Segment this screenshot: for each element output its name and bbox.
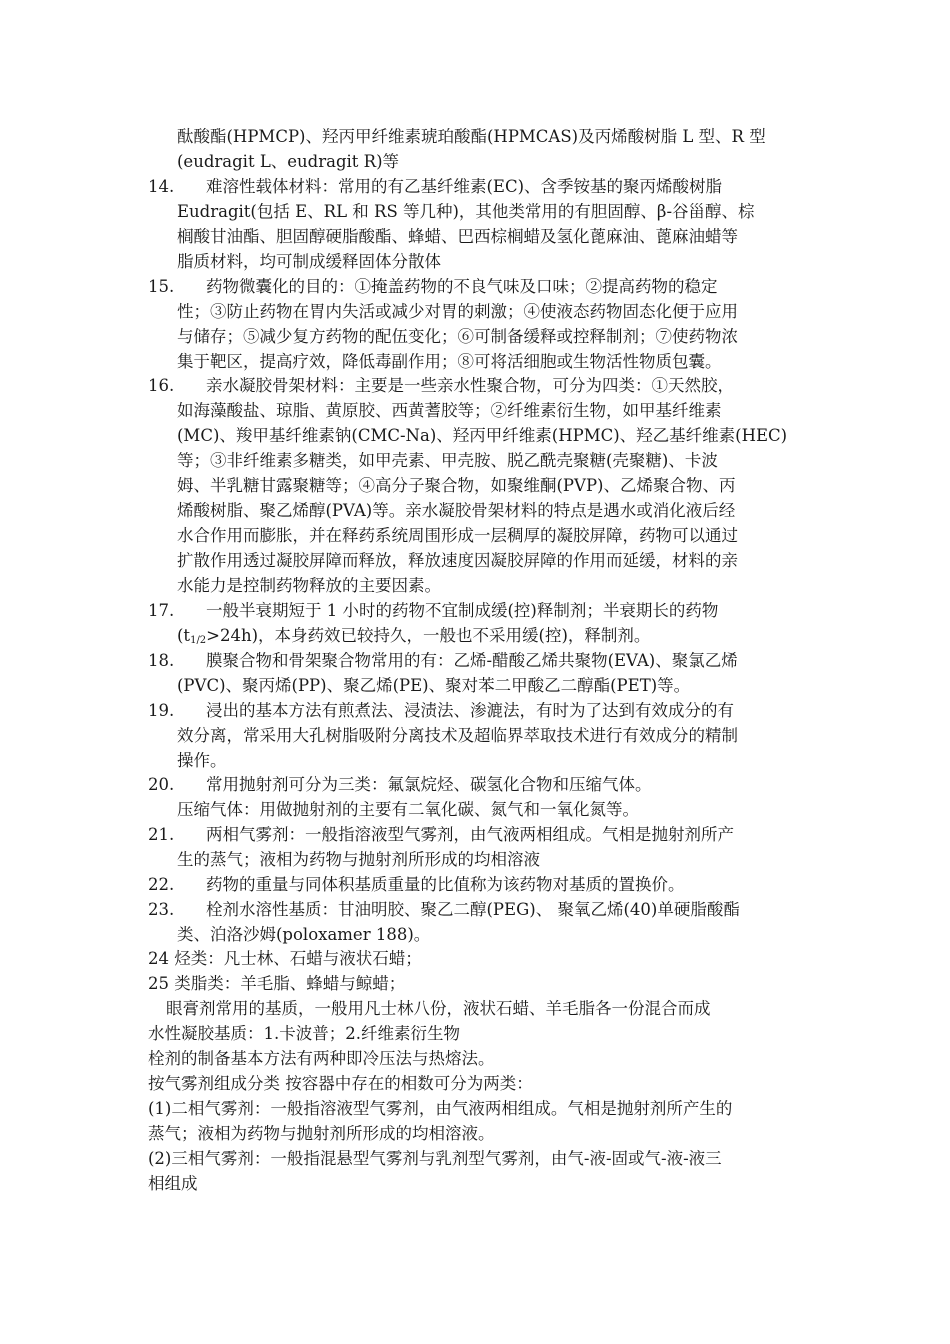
text-line: 等；③非纤维素多糖类，如甲壳素、甲壳胺、脱乙酰壳聚糖(壳聚糖)、卡波 (177, 451, 718, 470)
text-line: 相组成 (148, 1174, 198, 1193)
list-item-21 (148, 822, 838, 872)
text-line: 药物微囊化的目的：①掩盖药物的不良气味及口味；②提高药物的稳定 (206, 277, 718, 296)
list-item-20 (148, 772, 838, 822)
text-line: 集于靶区，提高疗效，降低毒副作用；⑧可将活细胞或生物活性物质包囊。 (177, 352, 722, 371)
text-line: 一般半衰期短于 1 小时的药物不宜制成缓(控)释制剂；半衰期长的药物 (206, 601, 719, 620)
text-line: 药物的重量与同体积基质重量的比值称为该药物对基质的置换价。 (206, 875, 685, 894)
item-number: 21. (148, 825, 175, 844)
text-line: 蒸气；液相为药物与抛射剂所形成的均相溶液。 (148, 1124, 495, 1143)
list-item-16 (148, 373, 838, 598)
list-item-14 (148, 174, 838, 274)
item-number: 15. (148, 277, 175, 296)
subscript: 1/2 (190, 635, 207, 646)
text-line: 与储存；⑤减少复方药物的配伍变化；⑥可制备缓释或控释制剂；⑦使药物浓 (177, 327, 738, 346)
list-item-17 (148, 598, 838, 648)
text-line: (eudragit L、eudragit R)等 (177, 152, 400, 171)
list-item-23 (148, 897, 838, 947)
text-line: 膜聚合物和骨架聚合物常用的有：乙烯-醋酸乙烯共聚物(EVA)、聚氯乙烯 (206, 651, 738, 670)
text-line: (2)三相气雾剂：一般指混悬型气雾剂与乳剂型气雾剂，由气-液-固或气-液-液三 (148, 1149, 722, 1168)
text-line: 榈酸甘油酯、胆固醇硬脂酸酯、蜂蜡、巴西棕榈蜡及氢化蓖麻油、蓖麻油蜡等 (177, 227, 738, 246)
text-line: 烯酸树脂、聚乙烯醇(PVA)等。亲水凝胶骨架材料的特点是遇水或消化液后经 (177, 501, 736, 520)
item-number: 20. (148, 775, 175, 794)
text-line: 难溶性载体材料：常用的有乙基纤维素(EC)、含季铵基的聚丙烯酸树脂 (206, 177, 723, 196)
text-line: 两相气雾剂：一般指溶液型气雾剂，由气液两相组成。气相是抛射剂所产 (206, 825, 734, 844)
text-line: 脂质材料，均可制成缓释固体分散体 (177, 252, 441, 271)
text-line: 生的蒸气；液相为药物与抛射剂所形成的均相溶液 (177, 850, 540, 869)
text-line: 25 类脂类：羊毛脂、蜂蜡与鲸蜡； (148, 974, 406, 993)
text-line: 压缩气体：用做抛射剂的主要有二氧化碳、氮气和一氧化氮等。 (177, 800, 639, 819)
text-fragment: >24h)，本身药效已较持久，一般也不采用缓(控)，释制剂。 (206, 626, 651, 645)
list-item-15 (148, 274, 838, 374)
continuation-paragraph (177, 124, 837, 174)
item-number: 14. (148, 177, 175, 196)
item-number: 23. (148, 900, 175, 919)
list-item-18 (148, 648, 838, 698)
list-item-19 (148, 698, 838, 773)
text-line: 眼膏剂常用的基质，一般用凡士林八份，液状石蜡、羊毛脂各一份混合而成 (166, 999, 711, 1018)
text-line: 如海藻酸盐、琼脂、黄原胶、西黄蓍胶等；②纤维素衍生物，如甲基纤维素 (177, 401, 722, 420)
text-line: 亲水凝胶骨架材料：主要是一些亲水性聚合物，可分为四类：①天然胶， (206, 376, 734, 395)
text-line: 浸出的基本方法有煎煮法、浸渍法、渗漉法，有时为了达到有效成分的有 (206, 701, 734, 720)
text-line: 栓剂的制备基本方法有两种即冷压法与热熔法。 (148, 1049, 495, 1068)
item-number: 17. (148, 601, 175, 620)
list-item-22 (148, 872, 838, 897)
text-line: 效分离，常采用大孔树脂吸附分离技术及超临界萃取技术进行有效成分的精制 (177, 726, 738, 745)
text-line: 水合作用而膨胀，并在释药系统周围形成一层稠厚的凝胶屏障，药物可以通过 (177, 526, 738, 545)
item-number: 18. (148, 651, 175, 670)
text-line (177, 623, 838, 648)
text-line: 水性凝胶基质：1.卡波普；2.纤维素衍生物 (148, 1024, 460, 1043)
item-number: 19. (148, 701, 175, 720)
text-line: 栓剂水溶性基质：甘油明胶、聚乙二醇(PEG)、 聚氧乙烯(40)单硬脂酸酯 (206, 900, 740, 919)
text-fragment: (t (177, 626, 191, 645)
text-line: 类、泊洛沙姆(poloxamer 188)。 (177, 925, 431, 944)
text-line: Eudragit(包括 E、RL 和 RS 等几种)，其他类常用的有胆固醇、β-谷甾醇、棕 (177, 202, 755, 221)
text-line: (1)二相气雾剂：一般指溶液型气雾剂，由气液两相组成。气相是抛射剂所产生的 (148, 1099, 733, 1118)
text-line: 操作。 (177, 751, 227, 770)
text-line: 酞酸酯(HPMCP)、羟丙甲纤维素琥珀酸酯(HPMCAS)及丙烯酸树脂 L 型、R 型 (177, 127, 766, 146)
text-line: 24 烃类：凡士林、石蜡与液状石蜡； (148, 949, 422, 968)
item-number: 22. (148, 875, 175, 894)
text-line: 姆、半乳糖甘露聚糖等；④高分子聚合物，如聚维酮(PVP)、乙烯聚合物、丙 (177, 476, 736, 495)
item-body (206, 174, 838, 199)
plain-paragraphs (148, 946, 838, 1196)
text-line: (MC)、羧甲基纤维素钠(CMC-Na)、羟丙甲纤维素(HPMC)、羟乙基纤维素(HEC) (177, 426, 788, 445)
text-line: 水能力是控制药物释放的主要因素。 (177, 576, 441, 595)
text-line: (PVC)、聚丙烯(PP)、聚乙烯(PE)、聚对苯二甲酸乙二醇酯(PET)等。 (177, 676, 691, 695)
item-number: 16. (148, 376, 175, 395)
text-line: 性；③防止药物在胃内失活或减少对胃的刺激；④使液态药物固态化便于应用 (177, 302, 738, 321)
text-line: 扩散作用透过凝胶屏障而释放，释放速度因凝胶屏障的作用而延缓，材料的亲 (177, 551, 738, 570)
text-line: 常用抛射剂可分为三类：氟氯烷烃、碳氢化合物和压缩气体。 (206, 775, 652, 794)
text-line: 按气雾剂组成分类 按容器中存在的相数可分为两类： (148, 1074, 533, 1093)
